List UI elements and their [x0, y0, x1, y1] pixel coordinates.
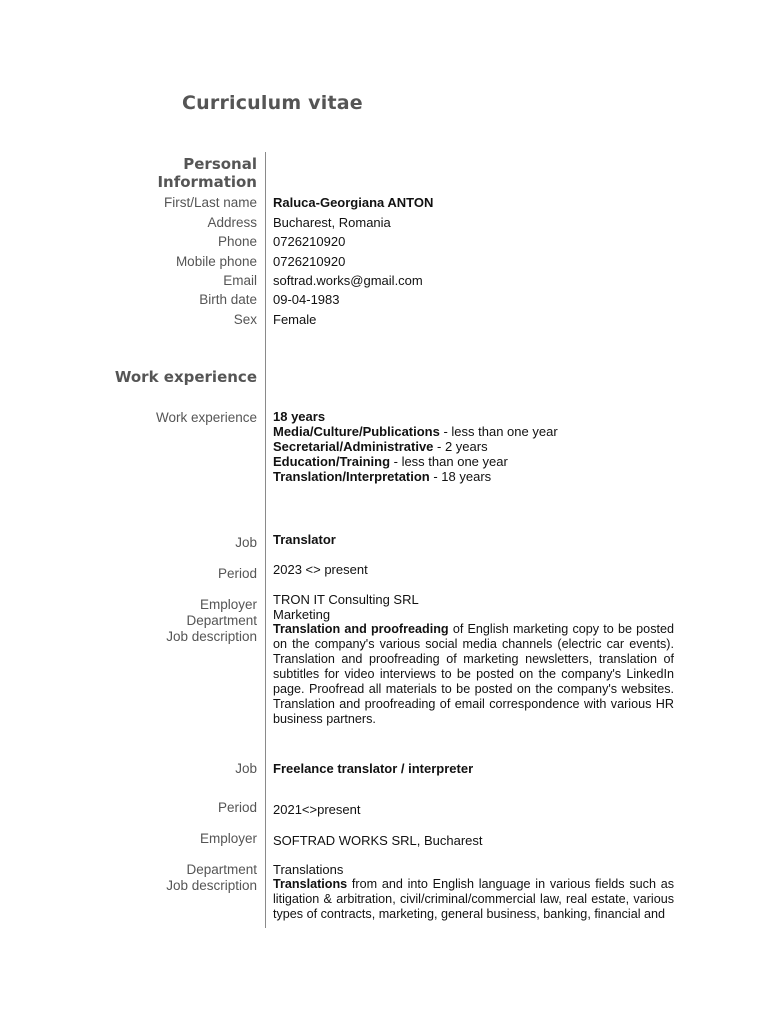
work-field-name: Media/Culture/Publications: [273, 424, 440, 439]
label-employer: Employer: [199, 597, 257, 612]
work-field-duration: - less than one year: [439, 424, 558, 439]
value-period: 2021<>present: [273, 802, 361, 817]
label-phone: Phone: [217, 234, 257, 249]
work-field-name: Education/Training: [273, 454, 391, 469]
section-title-line: Personal: [183, 155, 257, 173]
label-address: Address: [207, 215, 257, 230]
job-description-text: [273, 877, 674, 922]
column-divider: [265, 152, 266, 928]
work-field-item: [273, 424, 558, 439]
value-job-title: Freelance translator / interpreter: [273, 761, 474, 776]
section-title-work: Work experience: [114, 368, 257, 386]
value-employer: SOFTRAD WORKS SRL, Bucharest: [273, 833, 483, 848]
job-description-lead: Translation and proofreading: [273, 622, 449, 636]
value-department: Marketing: [273, 607, 331, 622]
label-job: Job: [235, 761, 257, 776]
work-field-name: Translation/Interpretation: [273, 469, 430, 484]
label-period: Period: [217, 566, 257, 581]
value-employer: TRON IT Consulting SRL: [273, 592, 419, 607]
work-field-item: [273, 439, 488, 454]
job-description-text: [273, 622, 674, 727]
value-job-title: Translator: [273, 532, 336, 547]
value-email: softrad.works@gmail.com: [273, 273, 423, 288]
value-name: Raluca-Georgiana ANTON: [273, 195, 434, 210]
work-field-item: [273, 469, 491, 484]
label-work-experience: Work experience: [155, 410, 257, 425]
label-mobile-phone: Mobile phone: [175, 254, 257, 269]
value-phone: 0726210920: [273, 234, 346, 249]
label-sex: Sex: [233, 312, 257, 327]
section-title-line: Information: [157, 173, 257, 191]
label-department: Department: [186, 613, 257, 628]
work-field-duration: - less than one year: [390, 454, 508, 469]
work-field-item: [273, 454, 508, 469]
value-mobile-phone: 0726210920: [273, 254, 346, 269]
label-employer: Employer: [199, 831, 257, 846]
label-period: Period: [217, 800, 257, 815]
value-period: 2023 <> present: [273, 562, 368, 577]
work-field-name: Secretarial/Administrative: [273, 439, 434, 454]
job-description-body: from and into English language in various fields such as litigation & arbitration, civil/criminal/commercial law, real estate, various types of contracts, marketing, general business, banking, financial and: [273, 877, 674, 921]
work-field-duration: - 18 years: [429, 469, 492, 484]
value-birth-date: 09-04-1983: [273, 292, 340, 307]
document-title: Curriculum vitae: [182, 92, 363, 114]
label-birth-date: Birth date: [199, 292, 257, 307]
label-job-description: Job description: [166, 878, 257, 893]
label-name: First/Last name: [163, 195, 257, 210]
job-description-lead: Translations: [273, 877, 348, 891]
job-description-body: of English marketing copy to be posted on the company's various social media channels (electric car events). Translation and proofreading of marketing newsletters, translation of subtitles for video interviews to be posted on the company's LinkedIn page. Proofread all materials to be posted on the company's websites. Translation and proofreading of email correspondence with various HR business partners.: [273, 622, 674, 726]
value-department: Translations: [273, 862, 344, 877]
label-email: Email: [223, 273, 257, 288]
value-address: Bucharest, Romania: [273, 215, 391, 230]
label-job: Job: [235, 535, 257, 550]
work-field-duration: - 2 years: [433, 439, 488, 454]
value-work-total: 18 years: [273, 409, 326, 424]
value-sex: Female: [273, 312, 317, 327]
label-job-description: Job description: [166, 629, 257, 644]
label-department: Department: [186, 862, 257, 877]
section-title-personal: [157, 155, 257, 191]
